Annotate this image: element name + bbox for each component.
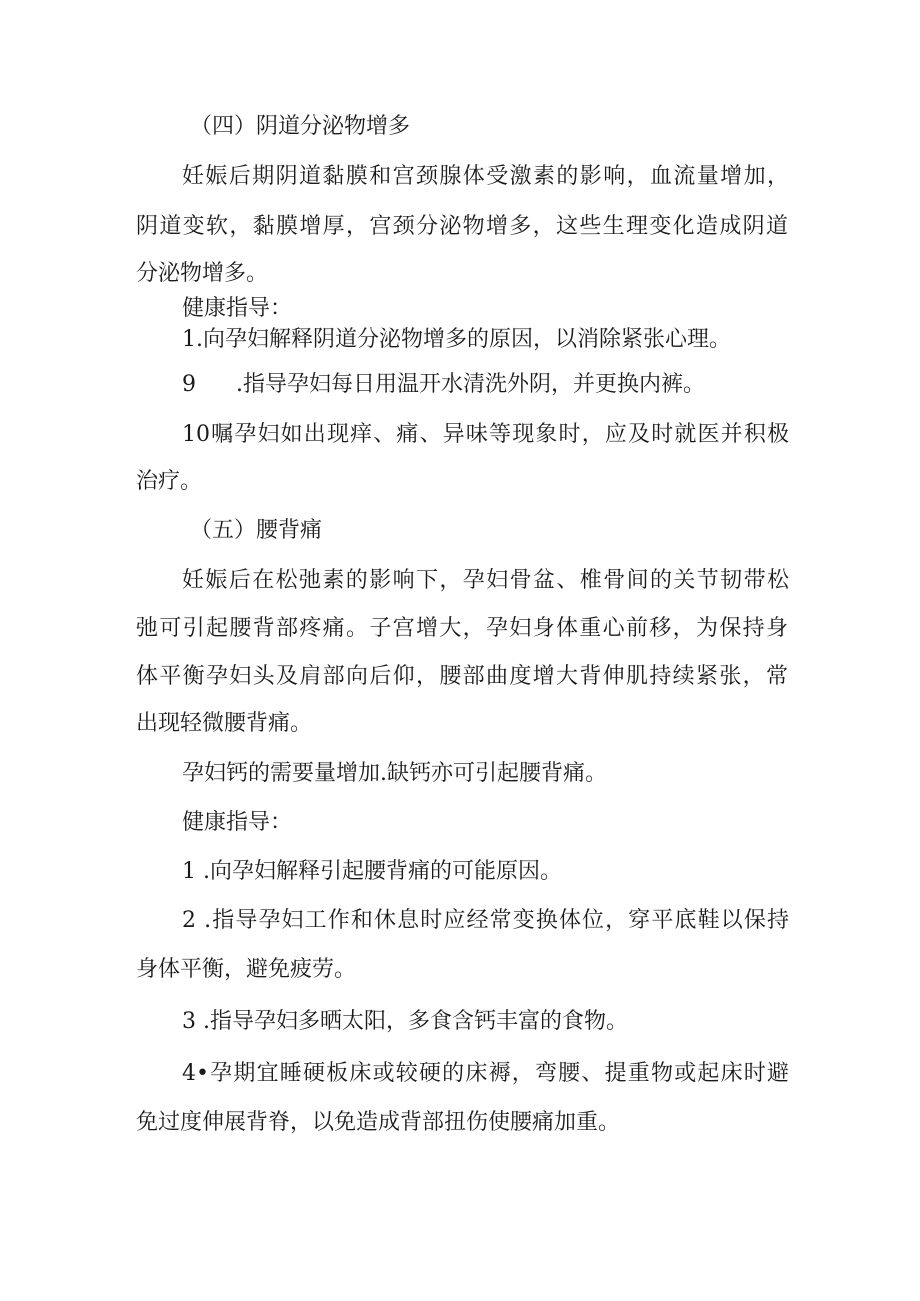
section5-paragraph-line: 出现轻微腰背痛。 — [136, 711, 313, 736]
guidance-item: 3 .指导孕妇多晒太阳，多食含钙丰富的食物。 — [182, 1009, 628, 1034]
guidance-item-continuation: 免过度伸展背脊，以免造成背部扭伤使腰痛加重。 — [136, 1110, 621, 1135]
section-heading-4: （四）阴道分泌物增多 — [190, 114, 411, 139]
guidance-item-continuation: 身体平衡，避免疲劳。 — [136, 957, 357, 982]
section4-paragraph-line: 妊娠后期阴道黏膜和宫颈腺体受激素的影响，血流量增加， — [182, 164, 789, 189]
guidance-item — [182, 370, 705, 400]
section-heading-5: （五）腰背痛 — [190, 518, 323, 543]
guidance-item: 10嘱孕妇如出现痒、痛、异味等现象时，应及时就医并积极 — [182, 422, 789, 447]
section4-paragraph-line: 分泌物增多。 — [136, 261, 269, 286]
item-number: 9 — [182, 372, 196, 397]
section5-paragraph-line: 体平衡孕妇头及肩部向后仰，腰部曲度增大背伸肌持续紧张，常 — [136, 664, 788, 689]
guidance-item: 2 .指导孕妇工作和休息时应经常变换体位，穿平底鞋以保持 — [182, 908, 789, 933]
guidance-item: 1.向孕妇解释阴道分泌物增多的原因，以消除紧张心理。 — [182, 327, 731, 352]
section5-paragraph-line: 弛可引起腰背部疼痛。子宫增大，孕妇身体重心前移，为保持身 — [136, 616, 788, 641]
guidance-item-continuation: 治疗。 — [136, 469, 203, 494]
section4-paragraph-line: 阴道变软，黏膜增厚，宫颈分泌物增多，这些生理变化造成阴道 — [136, 214, 788, 239]
guidance-label: 健康指导： — [182, 810, 293, 835]
section5-paragraph-line: 妊娠后在松弛素的影响下，孕妇骨盆、椎骨间的关节韧带松 — [182, 568, 789, 593]
item-text: .指导孕妇每日用温开水清洗外阴，并更换内裤。 — [236, 372, 705, 397]
guidance-label: 健康指导： — [182, 296, 293, 321]
section5-paragraph: 孕妇钙的需要量增加.缺钙亦可引起腰背痛。 — [182, 761, 607, 786]
guidance-item: 4•孕期宜睡硬板床或较硬的床褥，弯腰、提重物或起床时避 — [182, 1061, 789, 1086]
guidance-item: 1 .向孕妇解释引起腰背痛的可能原因。 — [182, 859, 562, 884]
